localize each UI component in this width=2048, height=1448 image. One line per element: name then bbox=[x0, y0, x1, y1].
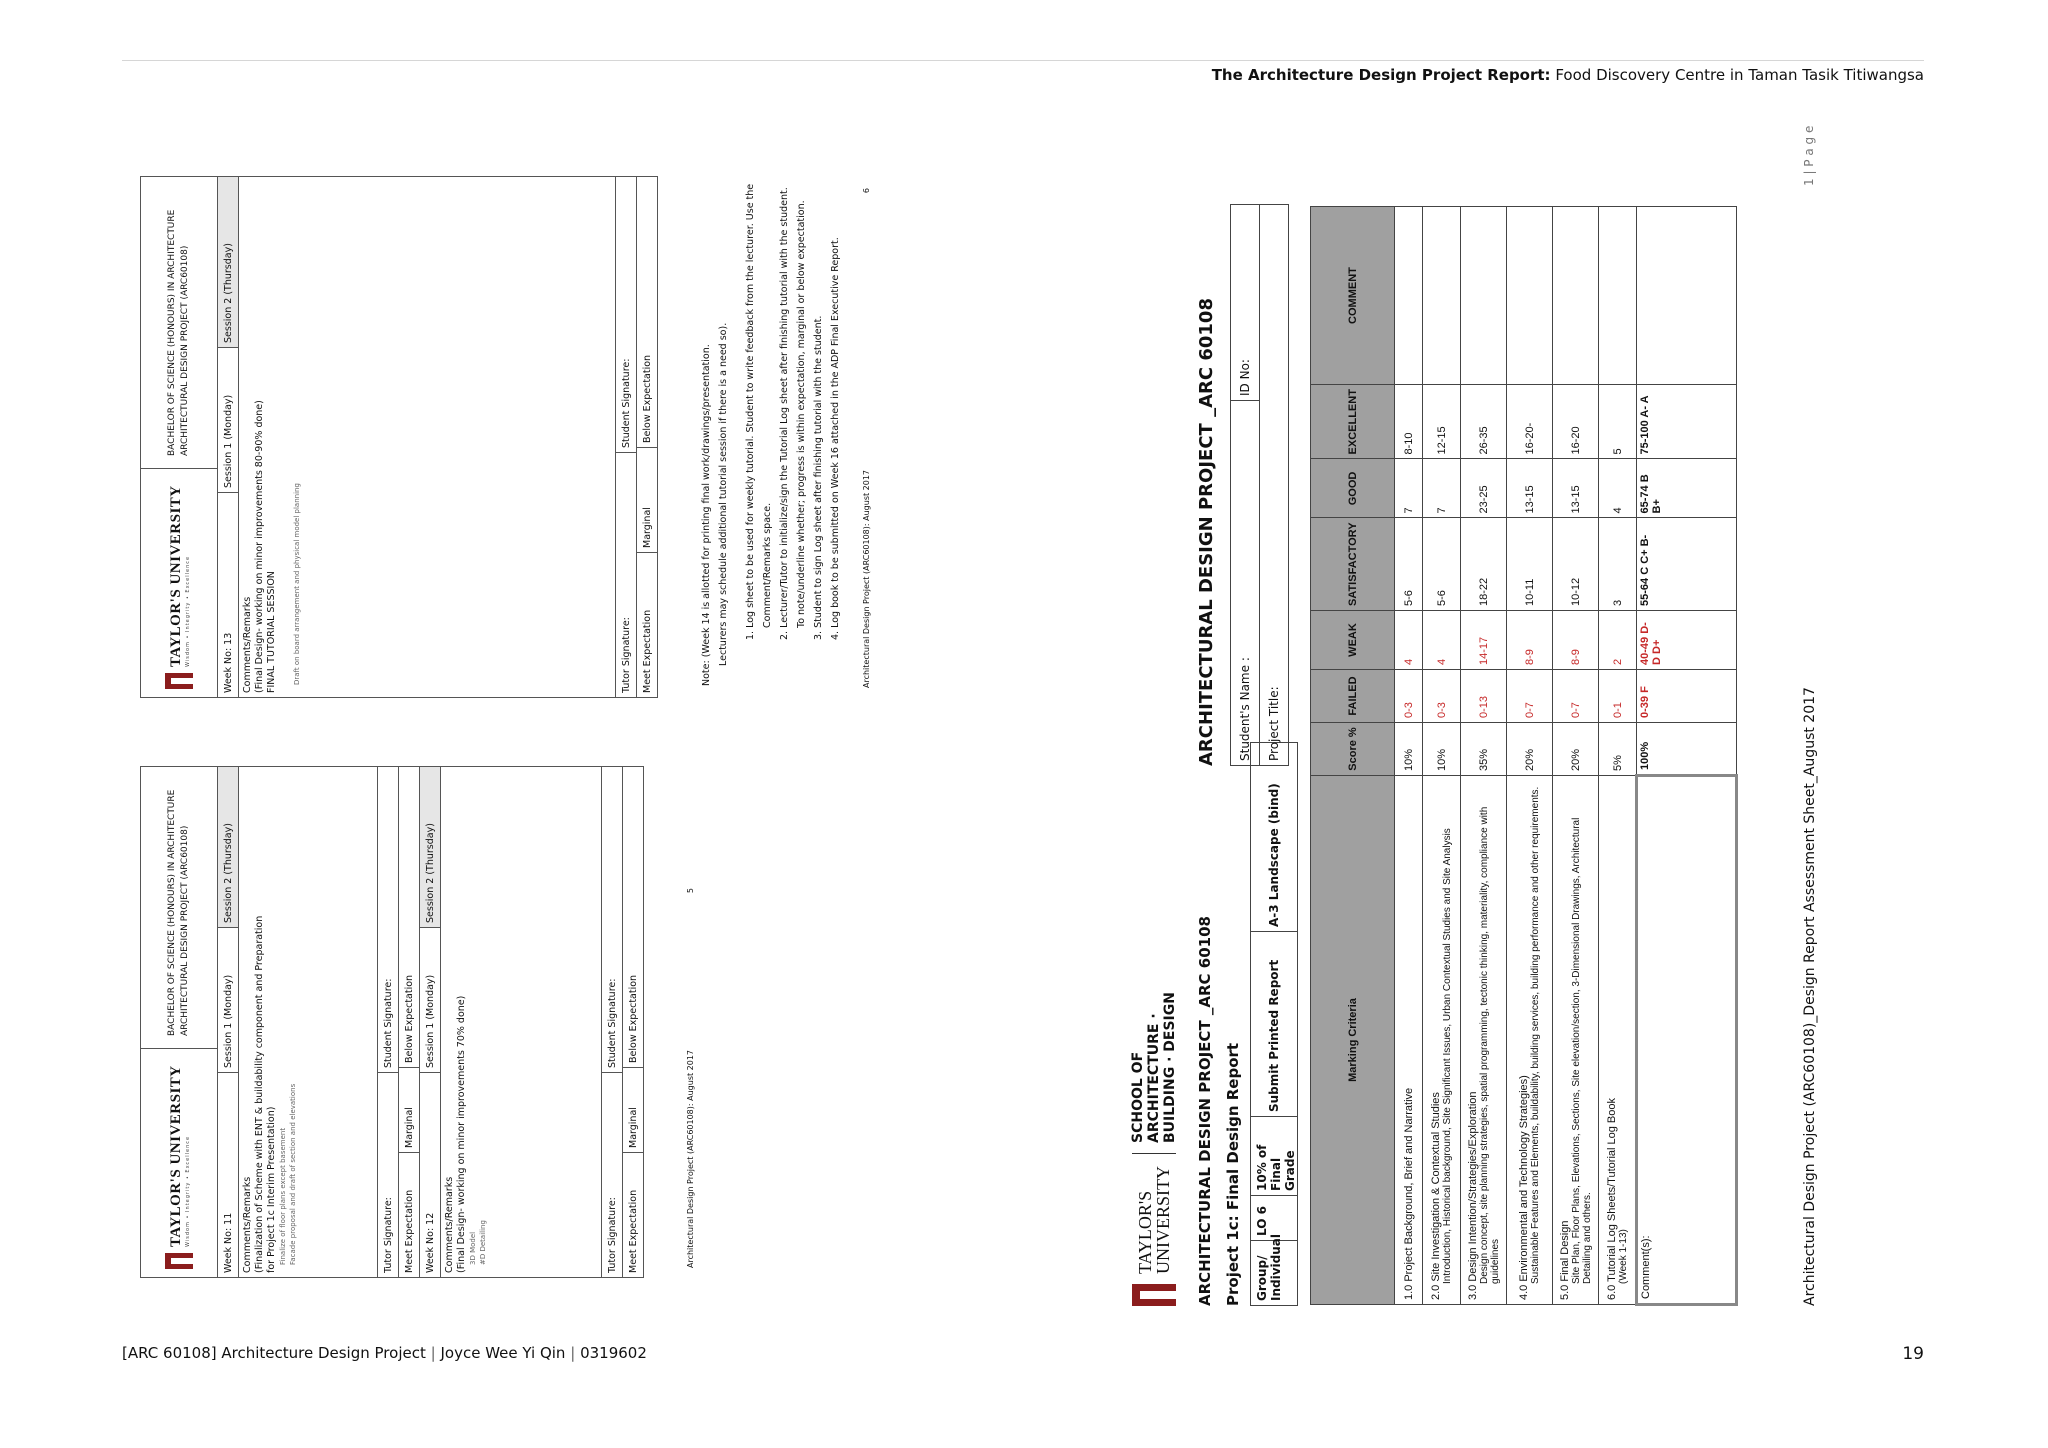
criteria-title: 3.0 Design Intention/Strategies/Exploration bbox=[1466, 1091, 1479, 1300]
excellent-cell: 12-15 bbox=[1423, 385, 1461, 459]
weak-cell: 2 bbox=[1599, 611, 1637, 670]
satisfactory-cell: 5-6 bbox=[1395, 518, 1423, 611]
session-1-label: Session 1 (Monday) bbox=[218, 927, 238, 1072]
total-excellent-cell: 75-100 A- A bbox=[1637, 385, 1737, 459]
meet-expectation-label: Meet Expectation bbox=[637, 552, 657, 697]
good-cell: 13-15 bbox=[1553, 459, 1599, 518]
criteria-description: Design concept, site planning strategies, spatial programming, tectonic thinking, materiality, compliance with guidelines bbox=[1478, 806, 1501, 1284]
student-signature-label: Student Signature: bbox=[620, 358, 632, 448]
satisfactory-cell: 10-11 bbox=[1507, 518, 1553, 611]
university-crest-icon bbox=[1132, 1284, 1176, 1306]
note-line: Note: (Week 14 is allotted for printing final work/drawings/presentation. bbox=[701, 344, 712, 686]
student-id: 0319602 bbox=[580, 1344, 647, 1362]
grade-label: 10% of Final Grade bbox=[1251, 1116, 1297, 1195]
excellent-header: EXCELLENT bbox=[1311, 385, 1395, 459]
score-cell: 35% bbox=[1461, 723, 1507, 776]
session-1-label: Session 1 (Monday) bbox=[218, 347, 238, 492]
criteria-cell bbox=[1461, 776, 1507, 1305]
week-number: Week No: 13 bbox=[218, 492, 238, 697]
criteria-title: 1.0 Project Background, Brief and Narrative bbox=[1402, 1087, 1415, 1300]
tutor-signature-label: Tutor Signature: bbox=[378, 1072, 398, 1277]
session-2-label: Session 2 (Thursday) bbox=[218, 177, 238, 347]
comment-header: COMMENT bbox=[1311, 207, 1395, 385]
student-name-label: Student's Name : bbox=[1231, 400, 1259, 765]
comments-label: Comments/Remarks bbox=[242, 1176, 253, 1273]
logsheet-notes bbox=[698, 178, 844, 698]
course-name: ARCHITECTURAL DESIGN PROJECT (ARC60108) bbox=[180, 825, 190, 1036]
failed-cell: 0-7 bbox=[1553, 670, 1599, 723]
comments-box bbox=[239, 767, 378, 1277]
excellent-cell: 8-10 bbox=[1395, 385, 1423, 459]
criteria-cell bbox=[1423, 776, 1461, 1305]
criteria-description: Introduction, Historical background, Site Significant Issues, Urban Contextual Studies and Site Analysis bbox=[1442, 828, 1453, 1284]
footer-separator: | bbox=[430, 1344, 436, 1362]
good-cell: 7 bbox=[1423, 459, 1461, 518]
good-cell: 7 bbox=[1395, 459, 1423, 518]
school-line: BUILDING · DESIGN bbox=[1162, 992, 1178, 1143]
report-header bbox=[1212, 66, 1924, 84]
id-label: ID No: bbox=[1238, 359, 1252, 396]
comments-box bbox=[441, 767, 602, 1277]
student-info-box bbox=[1230, 204, 1289, 766]
report-subject: Food Discovery Centre in Taman Tasik Titiwangsa bbox=[1555, 66, 1924, 84]
comment-cell bbox=[1637, 207, 1737, 385]
project-title: Project 1c: Final Design Report bbox=[1224, 1042, 1242, 1306]
format-label: A-3 Landscape (bind) bbox=[1267, 783, 1281, 927]
school-header bbox=[1130, 992, 1178, 1306]
university-name: TAYLOR'S UNIVERSITY bbox=[1135, 1166, 1173, 1274]
weak-cell: 8-9 bbox=[1507, 611, 1553, 670]
university-motto: Wisdom • Integrity • Excellence bbox=[184, 555, 191, 667]
note-line: Comment/Remarks space. bbox=[762, 502, 773, 628]
table-row bbox=[1507, 207, 1553, 1305]
assessment-sheet bbox=[1120, 125, 1850, 1306]
comment-cell bbox=[1507, 207, 1553, 385]
sheet-heading-left: ARCHITECTURAL DESIGN PROJECT _ARC 60108 bbox=[1196, 916, 1214, 1306]
comments-box bbox=[239, 177, 616, 697]
failed-cell: 0-13 bbox=[1461, 670, 1507, 723]
failed-cell: 0-3 bbox=[1423, 670, 1461, 723]
project-info-row bbox=[1250, 742, 1298, 1306]
week-number: Week No: 11 bbox=[218, 1072, 238, 1277]
session-2-label: Session 2 (Thursday) bbox=[420, 767, 440, 927]
handwritten-note: #D Detailing bbox=[479, 1220, 487, 1265]
note-line: 2. Lecturer/Tutor to initialize/sign the Tutorial Log sheet after finishing tutorial with the student. bbox=[779, 187, 790, 640]
note-line: 3. Student to sign Log sheet after finishing tutorial with the student. bbox=[813, 315, 824, 640]
remarks-line: (Finalization of Scheme with ENT & buildability component and Preparation bbox=[254, 915, 265, 1273]
programme-name: BACHELOR OF SCIENCE (HONOURS) IN ARCHITECTURE bbox=[167, 789, 177, 1036]
table-row bbox=[1461, 207, 1507, 1305]
score-header: Score % bbox=[1311, 723, 1395, 776]
criteria-header: Marking Criteria bbox=[1311, 776, 1395, 1305]
total-satisfactory-cell: 55-64 C C+ B- bbox=[1637, 518, 1737, 611]
school-line: ARCHITECTURE · bbox=[1146, 1013, 1162, 1143]
weak-cell: 4 bbox=[1423, 611, 1461, 670]
failed-cell: 0-7 bbox=[1507, 670, 1553, 723]
logsheet-footer: Architectural Design Project (ARC60108): August 2017 bbox=[862, 469, 871, 688]
note-line: 1. Log sheet to be used for weekly tutorial. Student to write feedback from the lecturer. Use the bbox=[745, 183, 756, 640]
satisfactory-cell: 10-12 bbox=[1553, 518, 1599, 611]
report-label: The Architecture Design Project Report: bbox=[1211, 66, 1551, 84]
marginal-label: Marginal bbox=[637, 447, 657, 552]
comment-cell bbox=[1553, 207, 1599, 385]
logsheet-footer: Architectural Design Project (ARC60108): August 2017 bbox=[686, 1049, 695, 1268]
criteria-cell bbox=[1599, 776, 1637, 1305]
tutor-signature-label: Tutor Signature: bbox=[616, 452, 636, 697]
criteria-description: (Week 1-13) bbox=[1617, 1229, 1629, 1284]
course-name: ARCHITECTURAL DESIGN PROJECT (ARC60108) bbox=[180, 245, 190, 456]
remarks-line: (Final Design- working on minor improvements 70% done) bbox=[456, 995, 467, 1273]
total-row bbox=[1637, 207, 1737, 1305]
weak-cell: 8-9 bbox=[1553, 611, 1599, 670]
note-line: To note/underline whether; progress is within expectation, marginal or below expectation. bbox=[796, 200, 807, 628]
author-name: Joyce Wee Yi Qin bbox=[440, 1344, 566, 1362]
failed-header: FAILED bbox=[1311, 670, 1395, 723]
comments-label: Comments/Remarks bbox=[444, 1176, 455, 1273]
score-cell: 10% bbox=[1423, 723, 1461, 776]
score-cell: 20% bbox=[1507, 723, 1553, 776]
comments-cell bbox=[1637, 776, 1737, 1305]
table-row bbox=[1599, 207, 1637, 1305]
failed-cell: 0-3 bbox=[1395, 670, 1423, 723]
good-cell: 13-15 bbox=[1507, 459, 1553, 518]
total-score-cell: 100% bbox=[1637, 723, 1737, 776]
criteria-description: Site Plan, Floor Plans, Elevations, Sections, Site elevation/section, 3-Dimensional Drawings, Architectural Detailing and others. bbox=[1570, 817, 1593, 1284]
note-line: Lecturers may schedule additional tutorial session if there is a need so). bbox=[718, 322, 729, 666]
course-code: [ARC 60108] Architecture Design Project bbox=[122, 1344, 426, 1362]
excellent-cell: 26-35 bbox=[1461, 385, 1507, 459]
note-line: 4. Log book to be submitted on Week 16 attached in the ADP Final Executive Report. bbox=[830, 237, 841, 640]
remarks-line: for Project 1c Interim Presentation) bbox=[266, 1106, 277, 1273]
comment-cell bbox=[1461, 207, 1507, 385]
failed-cell: 0-1 bbox=[1599, 670, 1637, 723]
project-title-label: Project Title: bbox=[1267, 686, 1281, 761]
comment-cell bbox=[1395, 207, 1423, 385]
handwritten-note: Finalize of floor plans except basement bbox=[279, 1127, 287, 1265]
lo-label: LO 6 bbox=[1251, 1195, 1297, 1240]
comment-cell bbox=[1599, 207, 1637, 385]
logsheet-page-6 bbox=[140, 178, 871, 698]
tutor-signature-label: Tutor Signature: bbox=[602, 1072, 622, 1277]
logsheet-page-number: 5 bbox=[686, 888, 695, 894]
table-row bbox=[1423, 207, 1461, 1305]
handwritten-note: Draft on board arrangement and physical model planning bbox=[293, 483, 301, 685]
meet-expectation-label: Meet Expectation bbox=[623, 1152, 643, 1277]
assessment-footer: Architectural Design Project (ARC60108)_Design Report Assessment Sheet_August 2017 bbox=[1802, 687, 1818, 1306]
satisfactory-cell: 18-22 bbox=[1461, 518, 1507, 611]
marking-table bbox=[1310, 206, 1738, 1306]
criteria-title: 6.0 Tutorial Log Sheets/Tutorial Log Book bbox=[1605, 1098, 1618, 1300]
submit-label: Submit Printed Report bbox=[1251, 931, 1297, 1116]
sheet-heading-right: ARCHITECTURAL DESIGN PROJECT _ARC 60108 bbox=[1196, 298, 1217, 766]
score-cell: 10% bbox=[1395, 723, 1423, 776]
university-logo bbox=[141, 468, 217, 697]
meet-expectation-label: Meet Expectation bbox=[399, 1152, 419, 1277]
remarks-line: FINAL TUTORIAL SESSION bbox=[266, 571, 277, 693]
student-signature-label: Student Signature: bbox=[382, 978, 394, 1068]
score-cell: 5% bbox=[1599, 723, 1637, 776]
total-failed-cell: 0-39 F bbox=[1637, 670, 1737, 723]
comments-label: Comment(s): bbox=[1640, 1235, 1652, 1299]
page-number: 19 bbox=[1902, 1344, 1924, 1364]
excellent-cell: 16-20 bbox=[1553, 385, 1599, 459]
criteria-description: Sustainable Features and Elements, buildability, building services, building performance and other requirements. bbox=[1530, 786, 1541, 1284]
page-footer bbox=[122, 1344, 647, 1362]
table-row bbox=[1395, 207, 1423, 1305]
comments-label: Comments/Remarks bbox=[242, 596, 253, 693]
criteria-title: 2.0 Site Investigation & Contextual Studies bbox=[1430, 1092, 1442, 1300]
header-rule bbox=[122, 60, 1924, 61]
weak-cell: 14-17 bbox=[1461, 611, 1507, 670]
total-weak-cell: 40-49 D- D D+ bbox=[1637, 611, 1737, 670]
marginal-label: Marginal bbox=[399, 1067, 419, 1152]
score-cell: 20% bbox=[1553, 723, 1599, 776]
criteria-cell bbox=[1395, 776, 1423, 1305]
student-signature-label: Student Signature: bbox=[606, 978, 618, 1068]
satisfactory-cell: 5-6 bbox=[1423, 518, 1461, 611]
logsheet-page-number: 6 bbox=[862, 188, 871, 194]
weak-header: WEAK bbox=[1311, 611, 1395, 670]
group-label: Group/ Individual bbox=[1251, 1240, 1297, 1305]
criteria-title: 5.0 Final Design bbox=[1558, 1220, 1571, 1300]
below-expectation-label: Below Expectation bbox=[403, 974, 415, 1063]
school-line: SCHOOL OF bbox=[1130, 1051, 1146, 1143]
criteria-cell bbox=[1507, 776, 1553, 1305]
university-crest-icon bbox=[165, 1253, 193, 1269]
university-name: TAYLOR'S UNIVERSITY bbox=[167, 1065, 184, 1247]
below-expectation-label: Below Expectation bbox=[627, 974, 639, 1063]
handwritten-note: 3D Model bbox=[469, 1231, 477, 1265]
remarks-line: (Final Design- working on minor improvements 80-90% done) bbox=[254, 400, 265, 693]
university-logo bbox=[141, 1048, 217, 1277]
week-number: Week No: 12 bbox=[420, 1072, 440, 1277]
criteria-cell bbox=[1553, 776, 1599, 1305]
assessment-page-mark: 1 | P a g e bbox=[1802, 125, 1816, 186]
session-1-label: Session 1 (Monday) bbox=[420, 927, 440, 1072]
excellent-cell: 5 bbox=[1599, 385, 1637, 459]
criteria-title: 4.0 Environmental and Technology Strategies) bbox=[1518, 1075, 1530, 1300]
university-name: TAYLOR'S UNIVERSITY bbox=[167, 485, 184, 667]
weak-cell: 4 bbox=[1395, 611, 1423, 670]
satisfactory-cell: 3 bbox=[1599, 518, 1637, 611]
satisfactory-header: SATISFACTORY bbox=[1311, 518, 1395, 611]
session-2-label: Session 2 (Thursday) bbox=[218, 767, 238, 927]
programme-name: BACHELOR OF SCIENCE (HONOURS) IN ARCHITECTURE bbox=[167, 209, 177, 456]
below-expectation-label: Below Expectation bbox=[641, 354, 653, 443]
excellent-cell: 16-20- bbox=[1507, 385, 1553, 459]
good-cell: 4 bbox=[1599, 459, 1637, 518]
good-header: GOOD bbox=[1311, 459, 1395, 518]
good-cell: 23-25 bbox=[1461, 459, 1507, 518]
table-row bbox=[1553, 207, 1599, 1305]
university-crest-icon bbox=[165, 673, 193, 689]
marginal-label: Marginal bbox=[623, 1067, 643, 1152]
handwritten-note: Facade proposal and draft of section and elevations bbox=[289, 1083, 297, 1265]
school-name bbox=[1130, 992, 1178, 1143]
university-motto: Wisdom • Integrity • Excellence bbox=[184, 1135, 191, 1247]
total-good-cell: 65-74 B B+ bbox=[1637, 459, 1737, 518]
logsheet-page-5 bbox=[140, 768, 695, 1278]
comment-cell bbox=[1423, 207, 1461, 385]
footer-separator: | bbox=[570, 1344, 576, 1362]
